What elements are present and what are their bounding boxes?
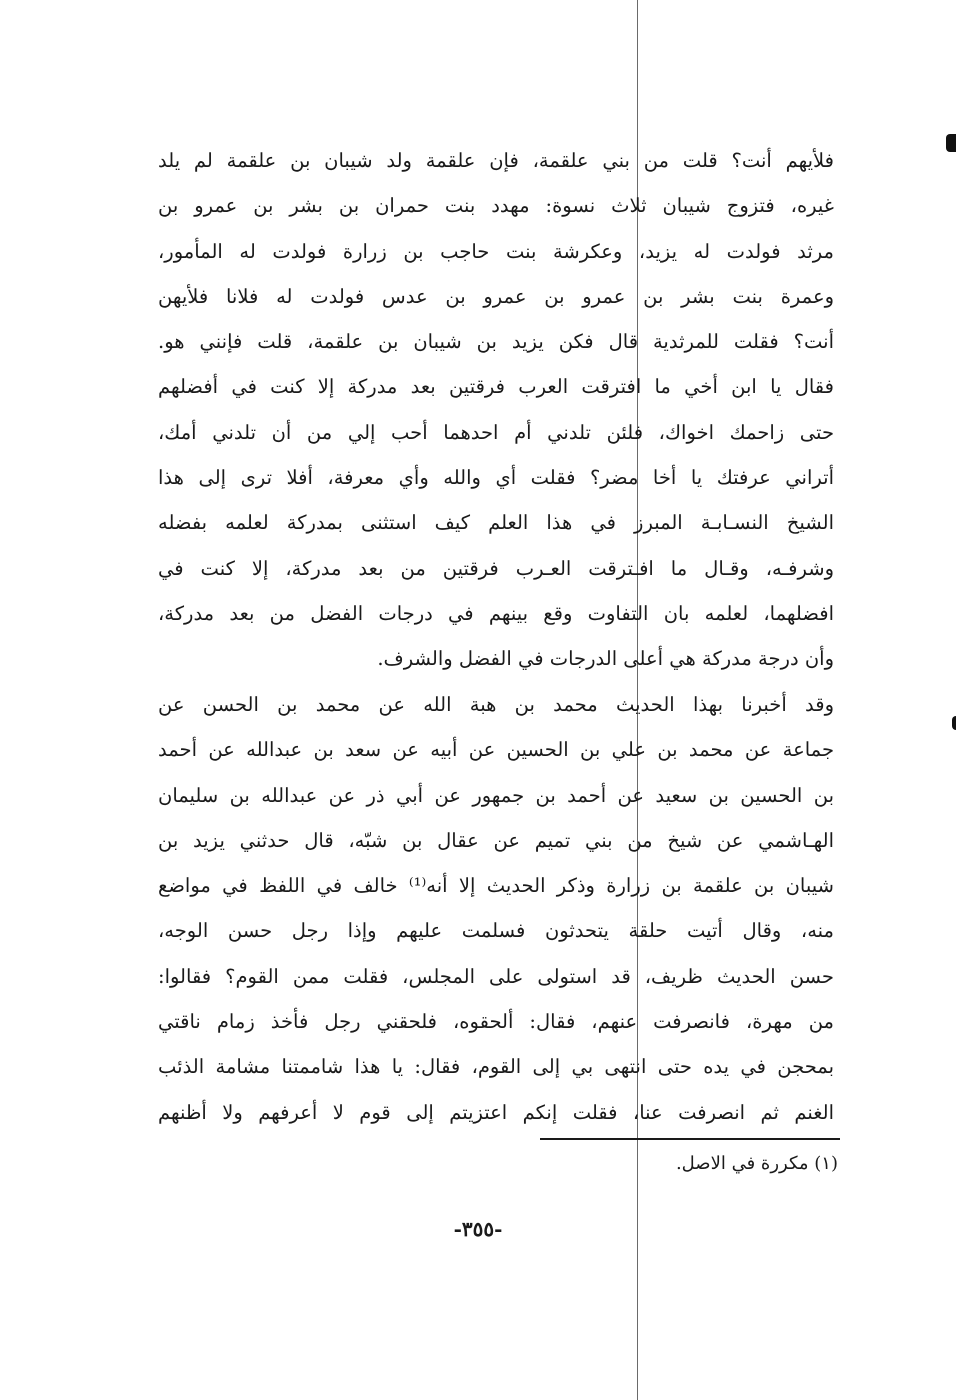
text-line: الهـاشمي عن شيخ من بني تميم عن عقال بن شبّه، قال حدثني يزيد بن xyxy=(158,828,834,852)
page-edge-mark xyxy=(952,716,956,730)
text-line: شيبان بن علقمة بن زرارة وذكر الحديث إلا أنه⁽¹⁾ خالف في اللفظ في مواضع xyxy=(158,874,834,898)
text-line: جماعة عن محمد بن علي بن الحسين عن أبيه عن سعد بن عبدالله عن أحمد xyxy=(158,738,834,762)
text-line: الغنم ثم انصرفت عنا، فقلت إنكم اعتزيتم إلى قوم لا أعرفهم ولا أظنهم xyxy=(158,1100,834,1124)
text-line: وقد أخبرنا بهذا الحديث محمد بن هبة الله عن محمد بن الحسن عن xyxy=(158,693,834,716)
text-line: حتى زاحمك اخواك، فلئن تلدني أم احدهما أحب إلي من أن تلدني أمك، xyxy=(158,420,834,444)
paragraph-1 xyxy=(158,138,834,682)
text-line: وشرفـه، وقـال ما افـترقت العـرب فرقتين من بعد مدركة، إلا كنت في xyxy=(158,556,834,580)
text-line: وأن درجة مدركة هي أعلى الدرجات في الفضل والشرف. xyxy=(377,647,834,671)
text-line: مرثد فولدت له يزيد، وعكرشة بنت حاجب بن زرارة فولدت له المأمور، xyxy=(158,239,834,263)
text-line: غيره، فتزوج شيبان ثلاث نسوة: مهدد بنت حمران بن بشر بن عمرو بن xyxy=(158,194,834,218)
text-line: افضلهما، لعلمه بان التفاوت وقع بينهم في درجات الفضل من بعد مدركة، xyxy=(158,601,834,625)
paragraph-2 xyxy=(158,682,834,1135)
text-line: بن الحسين بن سعيد عن أحمد بن جمهور عن أبي ذر عن عبدالله بن سليمان xyxy=(158,783,834,807)
page-edge-mark xyxy=(946,134,956,152)
text-line: أتراني عرفتك يا أخا مضر؟ فقلت أي والله وأي معرفة، أفلا ترى إلى هذا xyxy=(158,466,834,490)
page-number: -٣٥٥- xyxy=(453,1217,503,1241)
text-line: الشيخ النسـابـة المبرز في هذا العلم كيف استثنى بمدركة لعلمه بفضله xyxy=(158,511,834,535)
text-line: أنت؟ فقلت للمرثدية قال فكن يزيد بن شيبان بن علقمة، قلت فإنني هو. xyxy=(158,330,834,354)
footnote-divider xyxy=(540,1138,840,1140)
text-line: بمحجن في يده حتى انتهى بي إلى القوم، فقال: يا هذا شاممتنا مشامة الذئب xyxy=(158,1055,834,1079)
footnote: (١) مكررة في الاصل. xyxy=(675,1153,838,1174)
text-line: من مهرة، فانصرفت عنهم، فقال: ألحقوه، فلحقني رجل فأخذ زمام ناقتي xyxy=(158,1010,834,1034)
text-line: فقال يا ابن أخي ما افترقت العرب فرقتين بعد مدركة إلا كنت في أفضلهم xyxy=(158,375,834,399)
text-line: حسن الحديث ظريف، قد استولى على المجلس، فقلت ممن القوم؟ فقالوا: xyxy=(158,964,834,988)
text-line: منه، وقال أتيت حلقة يتحدثون فسلمت عليهم وإذا رجل حسن الوجه، xyxy=(158,919,834,943)
text-line: وعمرة بنت بشر بن عمرو بن عمرو بن عدس فولدت له فلانا فلأيهن xyxy=(158,284,834,308)
text-line: فلأيهم أنت؟ قلت من بني علقمة، فإن علقمة ولد شيبان بن علقمة لم يلد xyxy=(158,149,834,172)
